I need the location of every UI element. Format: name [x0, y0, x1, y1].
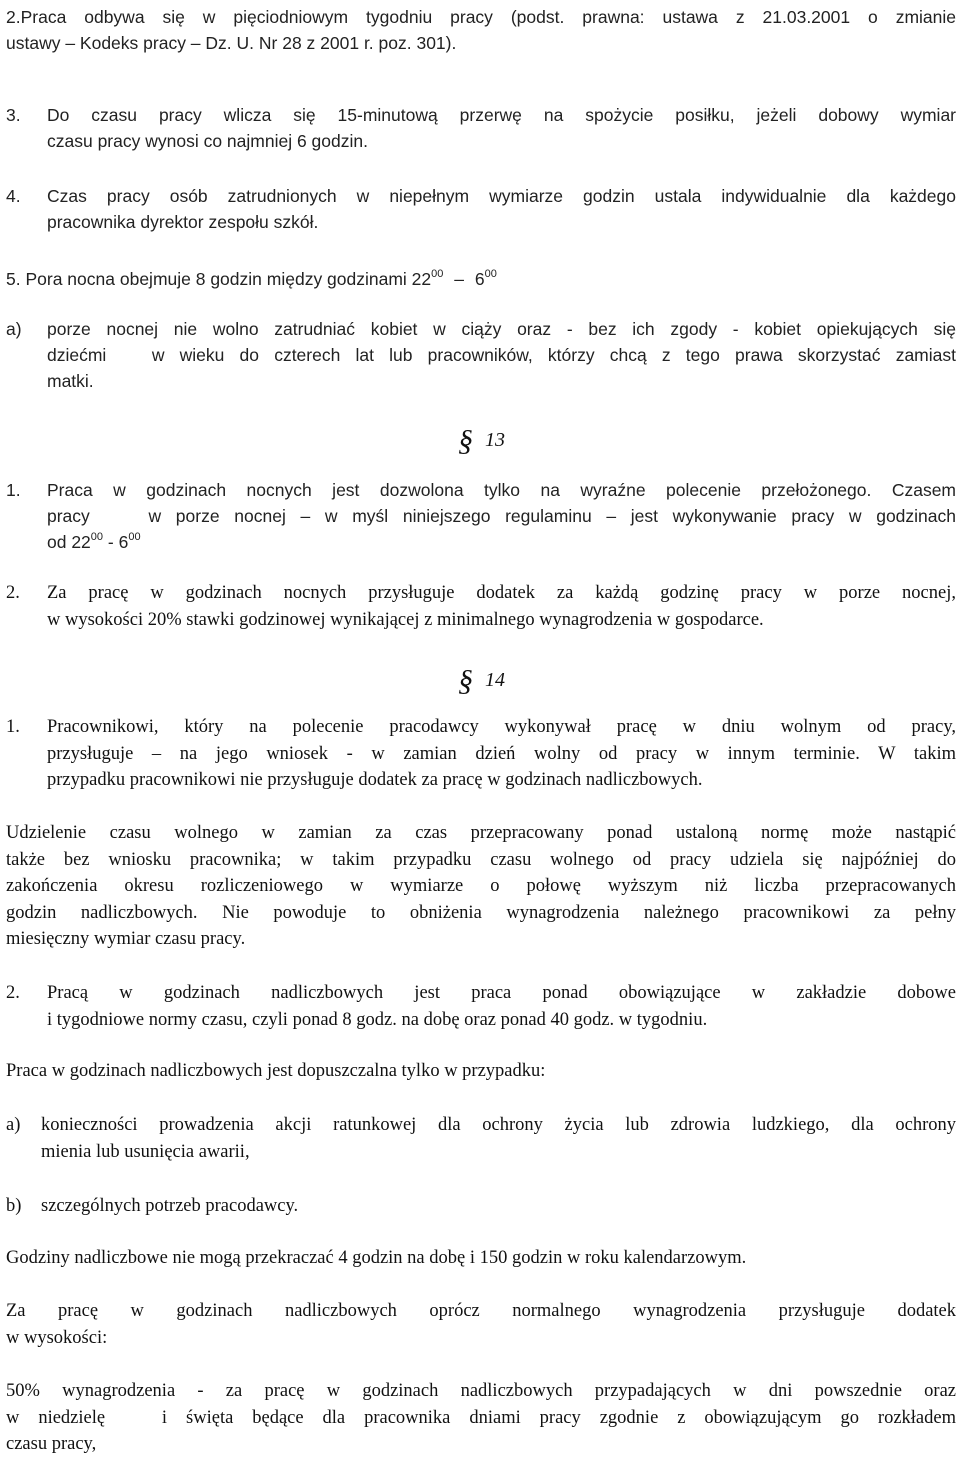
item-5a	[6, 316, 956, 394]
list-item-a-line-2: mienia lub usunięcia awarii,	[41, 1141, 250, 1162]
list-item-a-line-1: konieczności prowadzenia akcji ratunkowej dla ochrony życia lub zdrowia ludzkiego, dla ochrony	[41, 1115, 956, 1135]
item-4-number: 4.	[6, 186, 21, 206]
section-13-item-1-line-2: pracy w porze nocnej – w myśl niniejszego regulaminu – jest wykonywanie pracy w godzinach	[47, 506, 956, 526]
paragraph-fifty-percent-line-1: 50% wynagrodzenia - za pracę w godzinach nadliczbowych przypadających w dni powszednie oraz	[6, 1381, 956, 1401]
item-3	[6, 102, 956, 154]
item-5a-line-3: matki.	[47, 371, 94, 391]
section-14-number: 14	[485, 669, 505, 691]
paragraph-fifty-percent	[6, 1378, 956, 1458]
section-14-item-1-number: 1.	[6, 717, 20, 737]
paragraph-time-off-line-1: Udzielenie czasu wolnego w zamian za czas przepracowany ponad ustaloną normę może nastąpić	[6, 823, 956, 843]
section-13-item-1-from: od 22	[47, 532, 91, 552]
item-3-number: 3.	[6, 105, 21, 125]
list-item-a-label: a)	[6, 1115, 21, 1135]
item-5-sup-1: 00	[431, 268, 444, 280]
section-symbol-icon: §	[458, 664, 473, 697]
item-4	[6, 183, 956, 235]
item-5-sup-2: 00	[484, 268, 497, 280]
paragraph-time-off-line-3: zakończenia okresu rozliczeniowego w wymiarze o połowę wyższym niż liczba przepracowanych	[6, 876, 956, 896]
item-5-text: Pora nocna obejmuje 8 godzin między godzinami 22	[25, 269, 432, 289]
item-2	[6, 4, 956, 56]
section-13-number: 13	[485, 429, 505, 451]
section-13-item-2-number: 2.	[6, 583, 20, 603]
section-13-item-1-number: 1.	[6, 480, 21, 500]
item-5-dash: –	[454, 269, 465, 289]
item-2-line-1: 2.Praca odbywa się w pięciodniowym tygodniu pracy (podst. prawna: ustawa z 21.03.2001 o zmianie	[6, 7, 956, 27]
item-5a-label: a)	[6, 319, 22, 339]
section-14-item-2-number: 2.	[6, 983, 20, 1003]
item-5	[6, 266, 956, 292]
section-14-heading	[458, 660, 505, 697]
item-5a-line-1: porze nocnej nie wolno zatrudniać kobiet w ciąży oraz - bez ich zgody - kobiet opiekujących się	[47, 319, 956, 339]
section-13-item-1-sup-2: 00	[128, 531, 141, 543]
section-13-item-1-line-3	[47, 529, 956, 555]
section-13-item-2-line-2: w wysokości 20% stawki godzinowej wynikającej z minimalnego wynagrodzenia w gospodarce.	[47, 609, 764, 630]
paragraph-fifty-percent-line-3: czasu pracy,	[6, 1434, 97, 1454]
list-item-b	[6, 1193, 956, 1220]
section-14-item-1-line-2: przysługuje – na jego wniosek - w zamian dzień wolny od pracy w innym terminie. W takim	[47, 743, 956, 764]
section-14-item-1-line-3: przypadku pracownikowi nie przysługuje dodatek za pracę w godzinach nadliczbowych.	[47, 770, 703, 790]
section-13-item-1-sup-1: 00	[90, 531, 104, 543]
paragraph-time-off-line-4: godzin nadliczbowych. Nie powoduje to obniżenia wynagrodzenia należnego pracownikowi za pełny	[6, 902, 956, 923]
paragraph-overtime-bonus-line-2: w wysokości:	[6, 1327, 108, 1348]
section-13-item-1-line-1: Praca w godzinach nocnych jest dozwolona tylko na wyraźne polecenie przełożonego. Czasem	[47, 480, 956, 500]
list-item-b-label: b)	[6, 1196, 22, 1216]
paragraph-time-off	[6, 820, 956, 953]
section-13-item-2-line-1: Za pracę w godzinach nocnych przysługuje dodatek za każdą godzinę pracy w porze nocnej,	[47, 583, 956, 603]
section-13-item-1-to: - 6	[103, 532, 129, 552]
list-item-a	[6, 1112, 956, 1165]
item-3-line-2: czasu pracy wynosi co najmniej 6 godzin.	[47, 131, 368, 151]
paragraph-overtime-allowed-text: Praca w godzinach nadliczbowych jest dopuszczalna tylko w przypadku:	[6, 1061, 546, 1081]
section-14-item-2-line-2: i tygodniowe normy czasu, czyli ponad 8 godz. na dobę oraz ponad 40 godz. w tygodniu.	[47, 1009, 708, 1030]
section-14-item-1-line-1: Pracownikowi, który na polecenie pracodawcy wykonywał pracę w dniu wolnym od pracy,	[47, 717, 956, 737]
paragraph-overtime-bonus	[6, 1298, 956, 1351]
section-symbol-icon: §	[458, 424, 473, 457]
section-13-item-2	[6, 580, 956, 633]
list-item-b-text: szczególnych potrzeb pracodawcy.	[41, 1196, 299, 1216]
item-3-line-1: Do czasu pracy wlicza się 15-minutową przerwę na spożycie posiłku, jeżeli dobowy wymiar	[47, 105, 956, 125]
paragraph-overtime-allowed	[6, 1058, 956, 1085]
paragraph-overtime-limits-text: Godziny nadliczbowe nie mogą przekraczać 4 godzin na dobę i 150 godzin w roku kalendarzowym.	[6, 1248, 747, 1268]
section-14-item-2-line-1: Pracą w godzinach nadliczbowych jest praca ponad obowiązujące w zakładzie dobowe	[47, 983, 956, 1003]
paragraph-time-off-line-5: miesięczny wymiar czasu pracy.	[6, 929, 246, 949]
section-14-item-2	[6, 980, 956, 1033]
section-14-item-1	[6, 714, 956, 794]
section-13-item-1	[6, 477, 956, 555]
item-2-line-2: ustawy – Kodeks pracy – Dz. U. Nr 28 z 2001 r. poz. 301).	[6, 33, 457, 53]
paragraph-time-off-line-2: także bez wniosku pracownika; w takim przypadku czasu wolnego od pracy udziela się najpóźniej do	[6, 849, 956, 870]
paragraph-fifty-percent-line-2: w niedzielę i święta będące dla pracownika dniami pracy zgodnie z obowiązującym go rozkładem	[6, 1407, 956, 1428]
section-13-heading	[458, 420, 505, 457]
item-5a-line-2: dziećmi w wieku do czterech lat lub pracowników, którzy chcą z tego prawa skorzystać zamiast	[47, 345, 956, 365]
item-4-line-1: Czas pracy osób zatrudnionych w niepełnym wymiarze godzin ustala indywidualnie dla każdego	[47, 186, 956, 206]
item-5-hour-2: 6	[474, 269, 485, 289]
paragraph-overtime-bonus-line-1: Za pracę w godzinach nadliczbowych oprócz normalnego wynagrodzenia przysługuje dodatek	[6, 1301, 956, 1321]
item-4-line-2: pracownika dyrektor zespołu szkół.	[47, 212, 319, 232]
paragraph-overtime-limits	[6, 1245, 956, 1272]
item-5-number: 5.	[6, 269, 21, 289]
